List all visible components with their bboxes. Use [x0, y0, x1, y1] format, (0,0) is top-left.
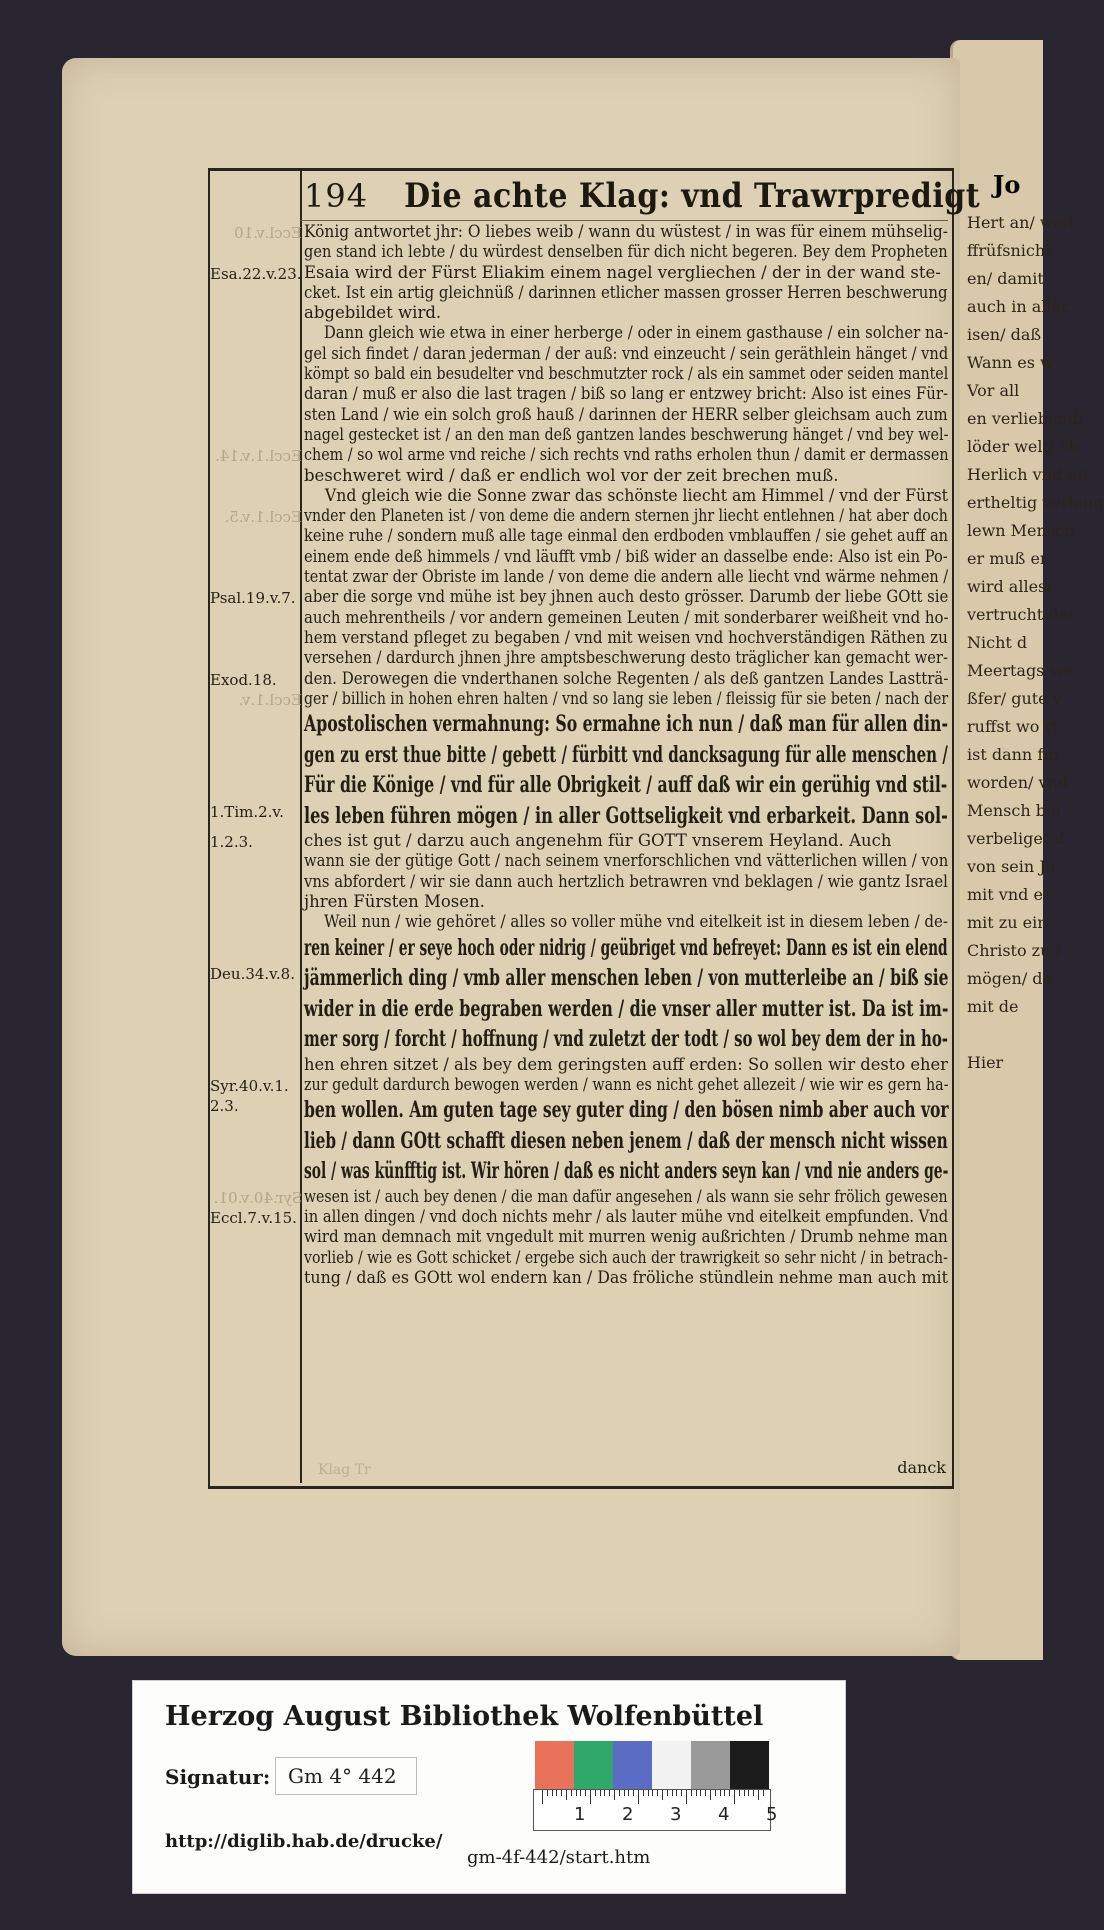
text-line: versehen / dardurch jhnen jhre amptsbeschwerung desto träglicher kan gemacht wer-: [304, 648, 948, 668]
facing-page-line: ruffst wo rt: [967, 717, 1059, 736]
text-line: wider in die erde begraben werden / die vnser aller mutter ist. Da ist im-: [304, 995, 949, 1022]
text-line: gen zu erst thue bitte / gebett / fürbitt vnd dancksagung für alle menschen /: [304, 741, 948, 768]
facing-page-line: von sein Ja: [967, 857, 1056, 876]
ruler-tick: [734, 1790, 735, 1804]
text-line: les leben führen mögen / in aller Gottseligkeit vnd erbarkeit. Dann sol-: [304, 802, 948, 829]
catchword: danck: [897, 1458, 946, 1477]
marginal-reference: 1.2.3.: [210, 833, 253, 852]
ruler-number: 1: [574, 1804, 586, 1825]
text-line: Vnd gleich wie die Sonne zwar das schönste liecht am Himmel / vnd der Fürst: [324, 485, 948, 505]
ruler-tick: [619, 1790, 620, 1796]
text-line: aber die sorge vnd mühe ist bey jhnen auch desto grösser. Darumb der liebe GOtt sie: [304, 587, 949, 607]
text-line: tentat zwar der Obriste im lande / von deme die andern alle liecht vnd wärme nehmen /: [304, 567, 949, 587]
color-swatch: [691, 1741, 730, 1789]
text-line: Esaia wird der Fürst Eliakim einem nagel vergliechen / der in der wand ste-: [304, 262, 941, 282]
signatur-label: Signatur:: [165, 1765, 271, 1789]
marginal-reference: Syr.40.v.01.: [213, 1188, 302, 1207]
page-header: [300, 172, 981, 221]
ruler-tick: [547, 1790, 548, 1796]
facing-page-line: auch in aller: [967, 297, 1069, 316]
running-title: Die achte Klag: vnd Trawrpredigt: [404, 176, 981, 216]
ruler-tick: [609, 1790, 610, 1796]
text-line: Apostolischen vermahnung: So ermahne ich nun / daß man für allen din-: [304, 711, 948, 738]
ruler-tick: [710, 1790, 711, 1800]
ruler-tick: [595, 1790, 596, 1796]
ruler-tick: [600, 1790, 601, 1796]
text-line: den. Derowegen die vnderthanen solche Regenten / als deß gantzen Landes Lastträ-: [304, 668, 949, 688]
facing-page-line: mit de: [967, 997, 1019, 1016]
color-swatch: [535, 1741, 574, 1789]
ruler-tick: [676, 1790, 677, 1796]
ruler-tick: [758, 1790, 759, 1800]
facing-page-line: [953, 1021, 1043, 1049]
ruler-tick: [552, 1790, 553, 1796]
ruler-tick: [604, 1790, 605, 1796]
text-line: jämmerlich ding / vmb aller menschen leben / von mutterleibe an / biß sie: [304, 965, 949, 992]
ruler-tick: [744, 1790, 745, 1796]
facing-page-line: Vor all: [967, 381, 1020, 400]
text-line: ches ist gut / darzu auch angenehm für GOTT vnserem Heyland. Auch: [304, 831, 892, 851]
ruler-tick: [763, 1790, 764, 1796]
facing-page-line: ertheltig verlang: [967, 493, 1104, 512]
ruler-tick: [556, 1790, 557, 1796]
text-line: chem / so wol arme vnd reiche / sich rechts vnd raths erholen thun / damit er dermassen: [304, 445, 949, 465]
text-line: wesen ist / auch bey denen / die man dafür angesehen / als wann sie sehr frölich gewesen: [304, 1186, 948, 1206]
text-line: Dann gleich wie etwa in einer herberge / oder in einem gasthause / ein solcher na-: [323, 323, 949, 343]
text-line: vorlieb / wie es Gott schicket / ergebe sich auch der trawrigkeit so sehr nicht / in betrach-: [304, 1247, 948, 1267]
facing-page-line: ffrüfsnicht: [967, 241, 1052, 260]
facing-page-line: Nicht d: [967, 633, 1028, 652]
ruler-tick: [648, 1790, 649, 1796]
facing-page-head: Jo: [993, 170, 1021, 199]
color-swatch: [652, 1741, 691, 1789]
text-line: sol / was künfftig ist. Wir hören / daß es nicht anders seyn kan / vnd nie anders ge-: [304, 1158, 949, 1185]
marginal-reference: Eccl.v.10: [234, 224, 302, 242]
marginal-reference: Deu.34.v.8.: [210, 965, 295, 984]
ruler-tick: [715, 1790, 716, 1796]
text-line: hem verstand pfleget zu begaben / vnd mit weisen vnd hochverständigen Räthen zu: [304, 627, 948, 647]
facing-page-line: vertrucht der: [967, 605, 1076, 624]
facing-page-line: Hert an/ weil: [967, 213, 1074, 232]
marginal-reference: Syr.40.v.1.: [210, 1077, 289, 1095]
facing-page-line: ist dann fin: [967, 745, 1059, 764]
text-line: vns abfordert / wir sie dann auch hertzlich betrawren vnd beklagen / wie gantz Israel: [304, 871, 948, 891]
text-line: vnder den Planeten ist / von deme die andern sternen jhr liecht entlehnen / hat aber doch: [304, 506, 948, 526]
text-line: ren keiner / er seye hoch oder nidrig / geübriget vnd befreyet: Dann es ist ein elend: [304, 934, 948, 961]
facing-page-line: verbeliget d: [967, 829, 1065, 848]
text-line: gen stand ich lebte / du würdest denselben für dich nicht begeren. Bey dem Propheten: [304, 242, 948, 262]
ruler-number: 2: [622, 1804, 634, 1825]
ruler-tick: [672, 1790, 673, 1796]
facing-page-line: isen/ daß: [967, 325, 1042, 344]
body-text: [304, 222, 948, 1288]
measurement-ruler: [533, 1789, 778, 1831]
text-line: Weil nun / wie gehöret / alles so voller mühe vnd eitelkeit ist in diesem leben / de-: [324, 912, 949, 932]
ruler-tick: [705, 1790, 706, 1796]
text-line: cket. Ist ein artig gleichnüß / darinnen etlicher massen grosser Herren beschwerung: [304, 282, 948, 302]
ruler-tick: [681, 1790, 682, 1796]
facing-page-line: mögen/ de: [967, 969, 1053, 988]
ruler-tick: [571, 1790, 572, 1796]
color-swatch: [613, 1741, 652, 1789]
marginal-reference: Eccl.1.v.: [238, 690, 302, 709]
color-swatch: [730, 1741, 769, 1789]
text-line: tung / daß es GOtt wol endern kan / Das fröliche stündlein nehme man auch mit: [304, 1267, 948, 1287]
facing-page-line: Meertags we: [967, 661, 1073, 680]
facing-page-line: ßfer/ gute v: [967, 689, 1062, 708]
facing-page-line: wird alles/: [967, 577, 1052, 596]
ruler-number: 4: [718, 1804, 730, 1825]
signatur-value: Gm 4° 442: [275, 1757, 417, 1795]
text-line: daran / muß er also die last tragen / biß so lang er entzwey bricht: Also ist eines Für-: [304, 384, 949, 404]
ruler-tick: [691, 1790, 692, 1796]
ruler-tick: [624, 1790, 625, 1796]
ruler-tick: [696, 1790, 697, 1796]
ruler-tick: [729, 1790, 730, 1796]
library-title: Herzog August Bibliothek Wolfenbüttel: [165, 1701, 764, 1732]
marginal-reference: 1.Tim.2.v.: [210, 802, 284, 821]
ruler-tick: [643, 1790, 644, 1796]
text-line: König antwortet jhr: O liebes weib / wann du wüstest / in was für einem mühselig-: [304, 222, 948, 241]
text-line: ben wollen. Am guten tage sey guter ding / den bösen nimb aber auch vor: [304, 1097, 949, 1124]
facing-page-line: lewn Mensch: [967, 521, 1075, 540]
text-line: einem ende deß himmels / vnd läufft vmb / biß wider an dasselbe ende: Also ist ein Po-: [304, 546, 948, 566]
library-url-path[interactable]: gm-4f-442/start.htm: [467, 1847, 651, 1868]
text-line: gel sich findet / daran jederman / der auß: vnd einzeucht / sein geräthlein hänget / vnd: [304, 343, 949, 363]
text-line: wann sie der gütige Gott / nach seinem vnerforschlichen vnd vätterlichen willen / von: [304, 851, 949, 871]
ruler-tick: [638, 1790, 639, 1804]
text-line: lieb / dann GOtt schafft diesen neben jenem / daß der mensch nicht wissen: [304, 1127, 948, 1154]
ruler-tick: [652, 1790, 653, 1796]
marginal-reference: Eccl.1.v.5.: [224, 508, 302, 527]
text-line: keine ruhe / sondern muß alle tage einmal den erdboden vmblauffen / sie gehet auff an: [304, 526, 949, 546]
ruler-tick: [542, 1790, 543, 1804]
text-line: auch mehrentheils / vor andern gemeinen Leuten / mit sonderbarer weißheit vnd ho-: [304, 607, 949, 627]
text-line: nagel gestecket ist / an den man deß gantzen landes beschwerung hänget / vnd bey wel-: [304, 424, 949, 444]
ruler-tick: [753, 1790, 754, 1796]
bleed-through-text: Klag Tr: [318, 1462, 371, 1478]
ruler-tick: [585, 1790, 586, 1796]
facing-page-line: er muß er: [967, 549, 1048, 568]
page-number: 194: [304, 177, 369, 215]
facing-page-line: Mensch bei: [967, 801, 1061, 820]
ruler-tick: [633, 1790, 634, 1796]
marginal-reference: 2.3.: [210, 1097, 239, 1116]
marginal-reference: Eccl.1.v.14.: [215, 447, 302, 466]
text-line: beschweret wird / daß er endlich wol vor der zeit brechen muß.: [304, 465, 839, 485]
text-line: jhren Fürsten Mosen.: [304, 892, 485, 912]
ruler-tick: [739, 1790, 740, 1796]
facing-page-line: Christo zu f: [967, 941, 1062, 960]
ruler-tick: [561, 1790, 562, 1796]
text-line: kömpt so bald ein besudelter vnd beschmutzter rock / als ein sammet oder seiden mantel: [304, 364, 949, 384]
ruler-tick: [566, 1790, 567, 1800]
facing-page-line: Wann es w: [967, 353, 1054, 372]
facing-page-line: Hier: [967, 1053, 1004, 1072]
ruler-tick: [590, 1790, 591, 1804]
color-calibration-chart: [535, 1741, 769, 1789]
text-line: sten Land / wie ein solch groß hauß / darinnen der HERR selber gleichsam auch zum: [304, 404, 948, 424]
ruler-tick: [724, 1790, 725, 1796]
ruler-tick: [686, 1790, 687, 1804]
text-line: wird man demnach mit vngedult mit murren wenig außrichten / Drumb nehme man: [304, 1227, 948, 1247]
text-line: abgebildet wird.: [304, 303, 442, 323]
facing-page-line: löder welt/ ob: [967, 437, 1080, 456]
facing-page-line: en/ damit: [967, 269, 1044, 288]
ruler-tick: [580, 1790, 581, 1796]
facing-page-line: mit vnd er: [967, 885, 1051, 904]
ruler-tick: [628, 1790, 629, 1796]
ruler-tick: [748, 1790, 749, 1796]
color-swatch: [574, 1741, 613, 1789]
text-line: in allen dingen / vnd doch nichts mehr / als lauter mühe vnd eitelkeit empfunden. Vnd: [304, 1207, 949, 1226]
text-line: mer sorg / forcht / hoffnung / vnd zuletzt der todt / so wol bey dem der in ho-: [304, 1026, 948, 1053]
ruler-tick: [576, 1790, 577, 1796]
facing-page-line: Herlich vnd bli: [967, 465, 1088, 484]
marginal-reference: Exod.18.: [210, 670, 277, 689]
marginal-reference: Esa.22.v.23.: [210, 264, 302, 283]
facing-page-line: worden/ vnd: [967, 773, 1069, 792]
facing-page-line: en verliebend/: [967, 409, 1084, 428]
library-url[interactable]: http://diglib.hab.de/drucke/: [165, 1831, 443, 1852]
marginal-reference: Eccl.7.v.15.: [210, 1209, 297, 1228]
ruler-tick: [614, 1790, 615, 1800]
facing-page-line: mit zu ein: [967, 913, 1048, 932]
margin-column: [208, 168, 302, 1483]
ruler-number: 3: [670, 1804, 682, 1825]
library-card: [132, 1680, 846, 1894]
text-line: Für die Könige / vnd für alle Obrigkeit / auff daß wir ein gerühig vnd stil-: [304, 772, 948, 799]
ruler-tick: [657, 1790, 658, 1796]
facing-page-edge: [950, 40, 1104, 1660]
ruler-tick: [700, 1790, 701, 1796]
facing-page-lines: [953, 209, 1104, 1077]
text-line: hen ehren sitzet / als bey dem geringsten auff erden: So sollen wir desto eher: [304, 1054, 948, 1074]
text-line: ger / billich in hohen ehren halten / vnd so lang sie leben / fleissig für sie beten / nach der: [304, 688, 949, 708]
marginal-reference: Psal.19.v.7.: [210, 589, 296, 608]
text-line: zur gedult dardurch bewogen werden / wann es nicht gehet allezeit / wie wir es gern ha-: [304, 1074, 949, 1094]
ruler-tick: [720, 1790, 721, 1796]
ruler-number: 5: [766, 1804, 778, 1825]
ruler-tick: [662, 1790, 663, 1800]
ruler-tick: [667, 1790, 668, 1796]
